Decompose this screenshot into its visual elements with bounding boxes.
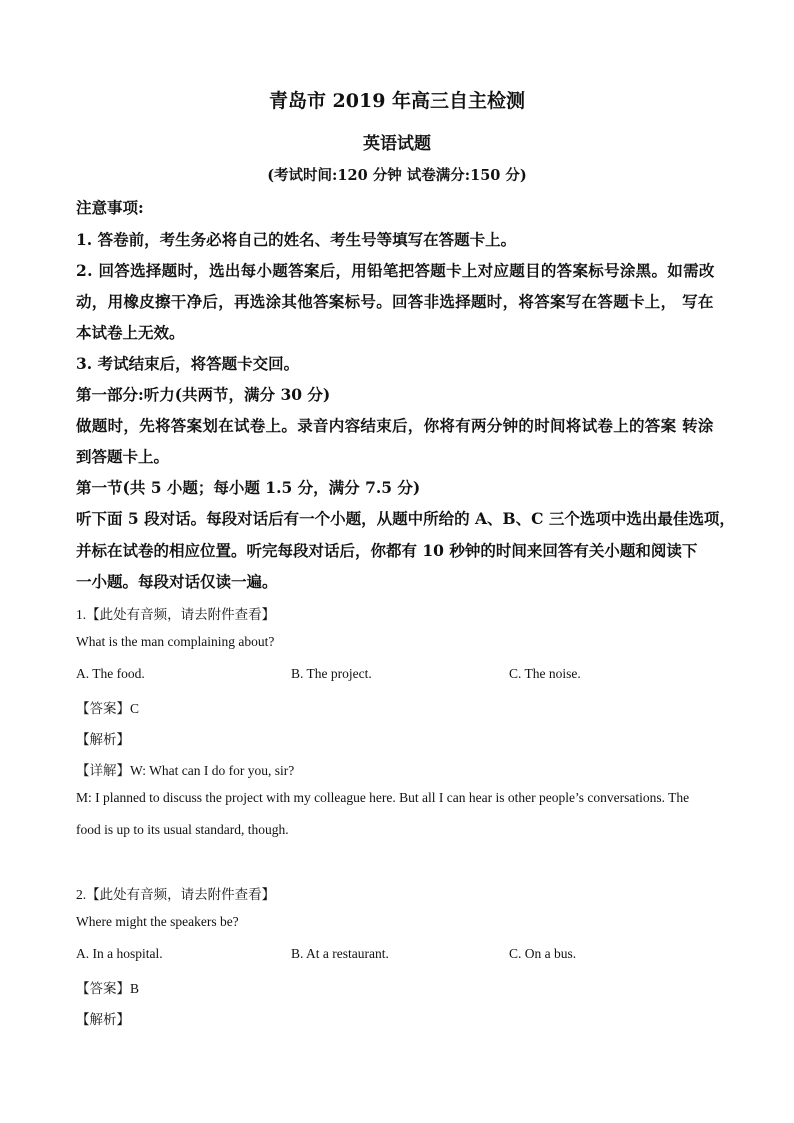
answer-value: C [130, 701, 140, 716]
note-item-3: 3. 考试结束后，将答题卡交回。 [76, 354, 300, 373]
answer-tag: 【答案】 [76, 701, 130, 716]
question-1-detail-line-2: M: I planned to discuss the project with my colleague here. But all I can hear is other people’s conversations. The [76, 790, 690, 805]
detail-text: W: What can I do for you, sir? [130, 763, 295, 778]
question-2-text: Where might the speakers be? [76, 914, 239, 929]
question-1-text: What is the man complaining about? [76, 634, 275, 649]
question-2-audio-label: 2.【此处有音频，请去附件查看】 [76, 887, 276, 902]
answer-value: B [130, 981, 140, 996]
question-2-option-b: B. At a restaurant. [291, 946, 389, 961]
note-item-2-line-2: 动，用橡皮擦干净后，再选涂其他答案标号。回答非选择题时，将答案写在答题卡上， 写在 [76, 292, 714, 311]
part1-heading: 第一部分:听力(共两节，满分 30 分) [76, 385, 331, 404]
section1-instruction-line-2: 并标在试卷的相应位置。听完每段对话后，你都有 10 秒钟的时间来回答有关小题和阅读下 [76, 541, 698, 560]
question-2-option-c: C. On a bus. [509, 946, 577, 961]
section1-instruction-line-3: 一小题。每段对话仅读一遍。 [76, 572, 278, 591]
exam-info: (考试时间:120 分钟 试卷满分:150 分) [267, 167, 527, 184]
question-2-answer [76, 977, 139, 997]
question-1-audio-label: 1.【此处有音频，请去附件查看】 [76, 607, 276, 622]
note-item-2-line-3: 本试卷上无效。 [76, 323, 185, 342]
section1-heading: 第一节(共 5 小题；每小题 1.5 分，满分 7.5 分) [76, 478, 421, 497]
question-1-answer [76, 697, 139, 717]
question-1-option-b: B. The project. [291, 666, 372, 681]
question-2-analysis-tag: 【解析】 [76, 1012, 130, 1027]
exam-title: 青岛市 2019 年高三自主检测 [268, 90, 526, 112]
note-item-2-line-1: 2. 回答选择题时，选出每小题答案后，用铅笔把答题卡上对应题目的答案标号涂黑。如需改 [76, 261, 715, 280]
exam-subtitle: 英语试题 [363, 134, 431, 154]
question-1-detail-line-1 [76, 759, 294, 779]
section1-instruction-line-1: 听下面 5 段对话。每段对话后有一个小题，从题中所给的 A、B、C 三个选项中选出最佳选项， [76, 509, 735, 528]
part1-instruction-line-1: 做题时，先将答案划在试卷上。录音内容结束后，你将有两分钟的时间将试卷上的答案 转涂 [76, 416, 714, 435]
question-2-option-a: A. In a hospital. [76, 946, 163, 961]
question-1-option-a: A. The food. [76, 666, 145, 681]
question-1-option-c: C. The noise. [509, 666, 581, 681]
note-item-1: 1. 答卷前，考生务必将自己的姓名、考生号等填写在答题卡上。 [76, 230, 517, 249]
detail-tag: 【详解】 [76, 763, 130, 778]
notes-heading: 注意事项: [76, 198, 144, 217]
answer-tag: 【答案】 [76, 981, 130, 996]
question-1-detail-line-3: food is up to its usual standard, though. [76, 822, 289, 837]
question-1-analysis-tag: 【解析】 [76, 732, 130, 747]
part1-instruction-line-2: 到答题卡上。 [76, 447, 170, 466]
